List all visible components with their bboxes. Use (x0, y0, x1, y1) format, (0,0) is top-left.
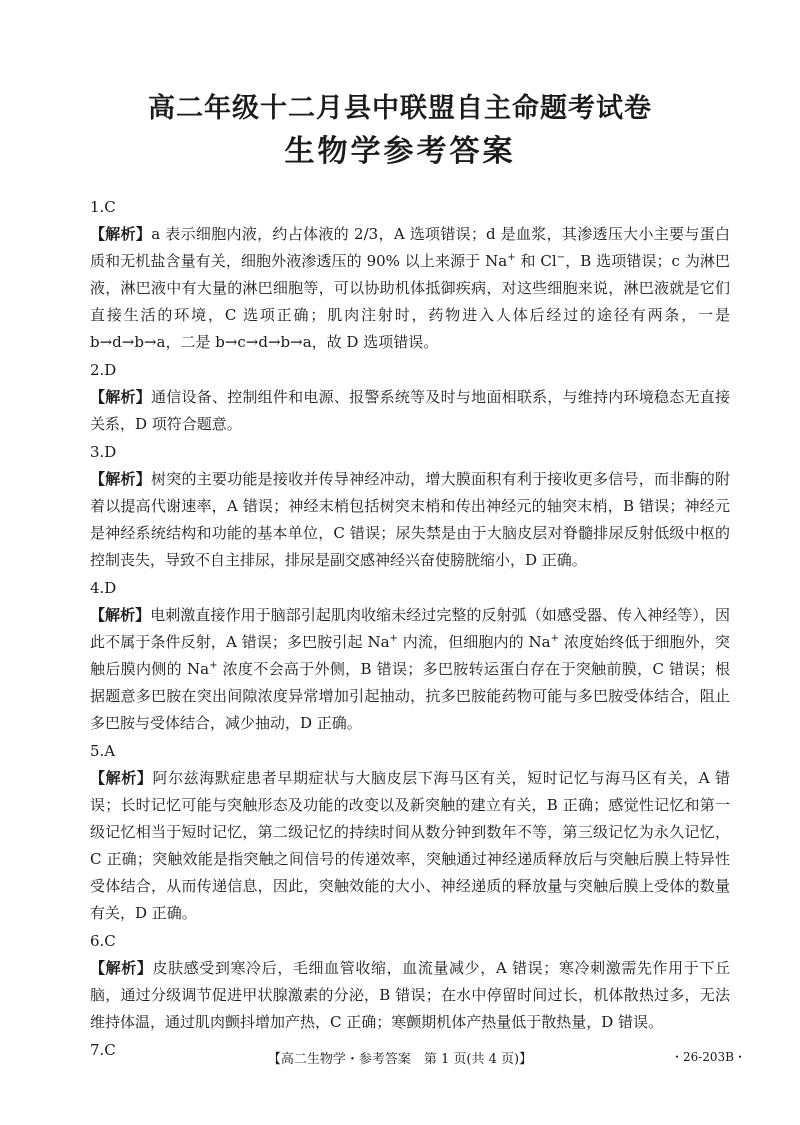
explanation-text: 电刺激直接作用于脑部引起肌肉收缩未经过完整的反射弧（如感受器、传入神经等），因此不属于条件反射，A 错误；多巴胺引起 Na (90, 606, 730, 651)
ion-charge-superscript: + (209, 660, 218, 671)
explanation-label: 【解析】 (90, 470, 151, 488)
explanation-text: 浓度不会高于外侧，B 错误；多巴胺转运蛋白存在于突触前膜，C 错误；根据题意多巴胺在突出间隙浓度异常增加引起抽动，抗多巴胺能药物可能与多巴胺受体结合，阻止多巴胺与受体结合，减少抽动，D 正确。 (90, 660, 730, 732)
ion-charge-superscript: + (389, 633, 398, 644)
explanation-text: ，B 选项错误；c 为淋巴液，淋巴液中有大量的淋巴细胞等，可以协助机体抵御疾病，对这些细胞来说，淋巴液就是它们直接生活的环境，C 选项正确；肌肉注射时，药物进入人体后经过的途径有两条，一是 b→d→b→a，二是 b→c→d→b→a，故 D 选项错误。 (90, 252, 731, 351)
answer-number: 4.D (90, 579, 117, 597)
explanation-paragraph (90, 765, 730, 927)
explanation-label: 【解析】 (90, 606, 151, 624)
explanation-text: 树突的主要功能是接收并传导神经冲动，增大膜面积有利于接收更多信号，而非酶的附着以提高代谢速率，A 错误；神经末梢包括树突末梢和传出神经元的轴突末梢，B 错误；神经元是神经系统结构和功能的基本单位，C 错误；尿失禁是由于大脑皮层对脊髓排尿反射低级中枢的控制丧失，导致不自主排尿，排尿是副交感神经兴奋使膀胱缩小，D 正确。 (90, 470, 730, 569)
explanation-label: 【解析】 (90, 388, 151, 406)
answer-list (90, 193, 730, 1064)
page-subtitle: 生物学参考答案 (284, 134, 516, 169)
explanation-text: 皮肤感受到寒冷后，毛细血管收缩，血流量减少，A 错误；寒冷刺激需先作用于下丘脑，通过分级调节促进甲状腺激素的分泌，B 错误；在水中停留时间过长，机体散热过多，无法维持体温，通过肌肉颤抖增加产热，C 正确；寒颤期机体产热量低于散热量，D 错误。 (90, 959, 730, 1031)
explanation-text: 通信设备、控制组件和电源、报警系统等及时与地面相联系，与维持内环境稳态无直接关系，D 项符合题意。 (90, 388, 730, 433)
explanation-text: a 表示细胞内液，约占体液的 2/3，A 选项错误；d 是血浆，其渗透压大小主要与蛋白质和无机盐含量有关，细胞外液渗透压的 90% 以上来源于 Na (90, 225, 730, 270)
answer-number: 1.C (90, 198, 116, 216)
ion-charge-superscript: − (556, 252, 566, 263)
answer-item (90, 574, 730, 737)
answer-number: 5.A (90, 742, 116, 760)
explanation-text: 阿尔兹海默症患者早期症状与大脑皮层下海马区有关，短时记忆与海马区有关，A 错误；长时记忆可能与突触形态及功能的改变以及新突触的建立有关，B 正确；感觉性记忆和第一级记忆相当于短时记忆，第二级记忆的持续时间从数分钟到数年不等，第三级记忆为永久记忆，C 正确；突触效能是指突触之间信号的传递效率，突触通过神经递质释放后与突触后膜上特异性受体结合，从而传递信息，因此，突触效能的大小、神经递质的释放量与突触后膜上受体的数量有关，D 正确。 (90, 769, 730, 922)
explanation-text: 内流，但细胞内的 Na (397, 633, 551, 651)
answer-number: 7.C (90, 1041, 116, 1059)
answer-item (90, 927, 730, 1036)
ion-charge-superscript: + (507, 252, 516, 263)
page-title: 高二年级十二月县中联盟自主命题考试卷 (148, 93, 652, 124)
document-code: ・26-203B・ (670, 1050, 746, 1064)
explanation-text: 浓度始终低于细胞外，突触后膜内侧的 Na (90, 633, 730, 678)
answer-number: 6.C (90, 932, 116, 950)
explanation-paragraph (90, 221, 730, 356)
answer-item (90, 193, 730, 356)
page-footer: 【高二生物学・参考答案 第 1 页(共 4 页)】 (267, 1052, 533, 1067)
explanation-text: 和 Cl (515, 252, 557, 270)
ion-charge-superscript: + (550, 633, 560, 644)
explanation-paragraph (90, 384, 730, 438)
answer-item (90, 737, 730, 927)
explanation-label: 【解析】 (90, 959, 153, 977)
answer-item (90, 438, 730, 574)
answer-item (90, 356, 730, 438)
explanation-paragraph (90, 466, 730, 574)
explanation-label: 【解析】 (90, 225, 152, 243)
explanation-paragraph (90, 602, 730, 737)
answer-number: 3.D (90, 443, 117, 461)
answer-number: 2.D (90, 361, 117, 379)
explanation-label: 【解析】 (90, 769, 153, 787)
explanation-paragraph (90, 955, 730, 1036)
